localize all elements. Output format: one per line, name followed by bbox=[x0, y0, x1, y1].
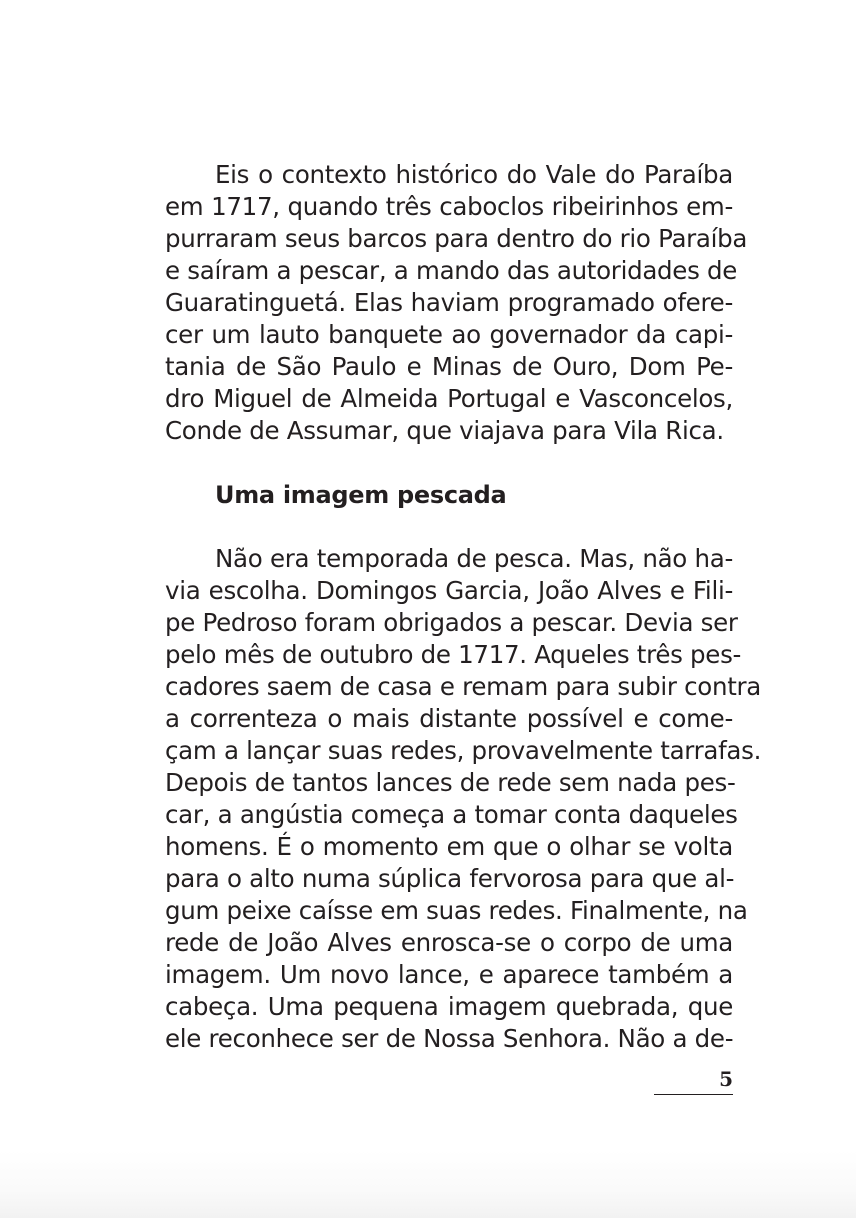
text-line: para o alto numa súplica fervorosa para que al- bbox=[165, 864, 735, 893]
text-line: Eis o contexto histórico do Vale do Paraíba bbox=[215, 160, 733, 189]
text-line: imagem. Um novo lance, e aparece também a bbox=[165, 960, 733, 989]
text-line: pelo mês de outubro de 1717. Aqueles três pes- bbox=[165, 640, 742, 669]
text-line: pe Pedroso foram obrigados a pescar. Devia ser bbox=[165, 608, 738, 637]
text-line: cer um lauto banquete ao governador da capi- bbox=[165, 320, 733, 349]
text-line: ele reconhece ser de Nossa Senhora. Não a de- bbox=[165, 1024, 734, 1053]
page-number-rule bbox=[654, 1094, 733, 1095]
text-line: Conde de Assumar, que viajava para Vila Rica. bbox=[165, 416, 724, 445]
text-line: car, a angústia começa a tomar conta daqueles bbox=[165, 800, 738, 829]
text-line: dro Miguel de Almeida Portugal e Vasconcelos, bbox=[165, 384, 733, 413]
page-body bbox=[165, 159, 762, 1055]
page-number: 5 bbox=[719, 1067, 733, 1091]
text-line: çam a lançar suas redes, provavelmente tarrafas. bbox=[165, 736, 762, 765]
text-line: e saíram a pescar, a mando das autoridades de bbox=[165, 256, 738, 285]
paragraph-intro bbox=[165, 159, 748, 447]
text-line: homens. É o momento em que o olhar se volta bbox=[165, 832, 733, 861]
text-line: purraram seus barcos para dentro do rio Paraíba bbox=[165, 224, 748, 253]
text-line: Depois de tantos lances de rede sem nada pes- bbox=[165, 768, 736, 797]
text-line: a correnteza o mais distante possível e come- bbox=[165, 704, 733, 733]
text-line: gum peixe caísse em suas redes. Finalmente, na bbox=[165, 896, 748, 925]
spacer bbox=[165, 447, 733, 479]
text-line: Não era temporada de pesca. Mas, não ha- bbox=[215, 544, 733, 573]
paragraph-section bbox=[165, 543, 762, 1055]
page-number-block bbox=[654, 1066, 733, 1095]
text-line: rede de João Alves enrosca-se o corpo de uma bbox=[165, 928, 733, 957]
text-line: via escolha. Domingos Garcia, João Alves e Fili- bbox=[165, 576, 733, 605]
text-line: cabeça. Uma pequena imagem quebrada, que bbox=[165, 992, 733, 1021]
text-line: cadores saem de casa e remam para subir contra bbox=[165, 672, 761, 701]
text-line: Guaratinguetá. Elas haviam programado ofere- bbox=[165, 288, 733, 317]
section-heading: Uma imagem pescada bbox=[215, 481, 507, 509]
text-line: tania de São Paulo e Minas de Ouro, Dom Pe- bbox=[165, 352, 733, 381]
text-line: em 1717, quando três caboclos ribeirinhos em- bbox=[165, 192, 733, 221]
spacer bbox=[165, 511, 733, 543]
